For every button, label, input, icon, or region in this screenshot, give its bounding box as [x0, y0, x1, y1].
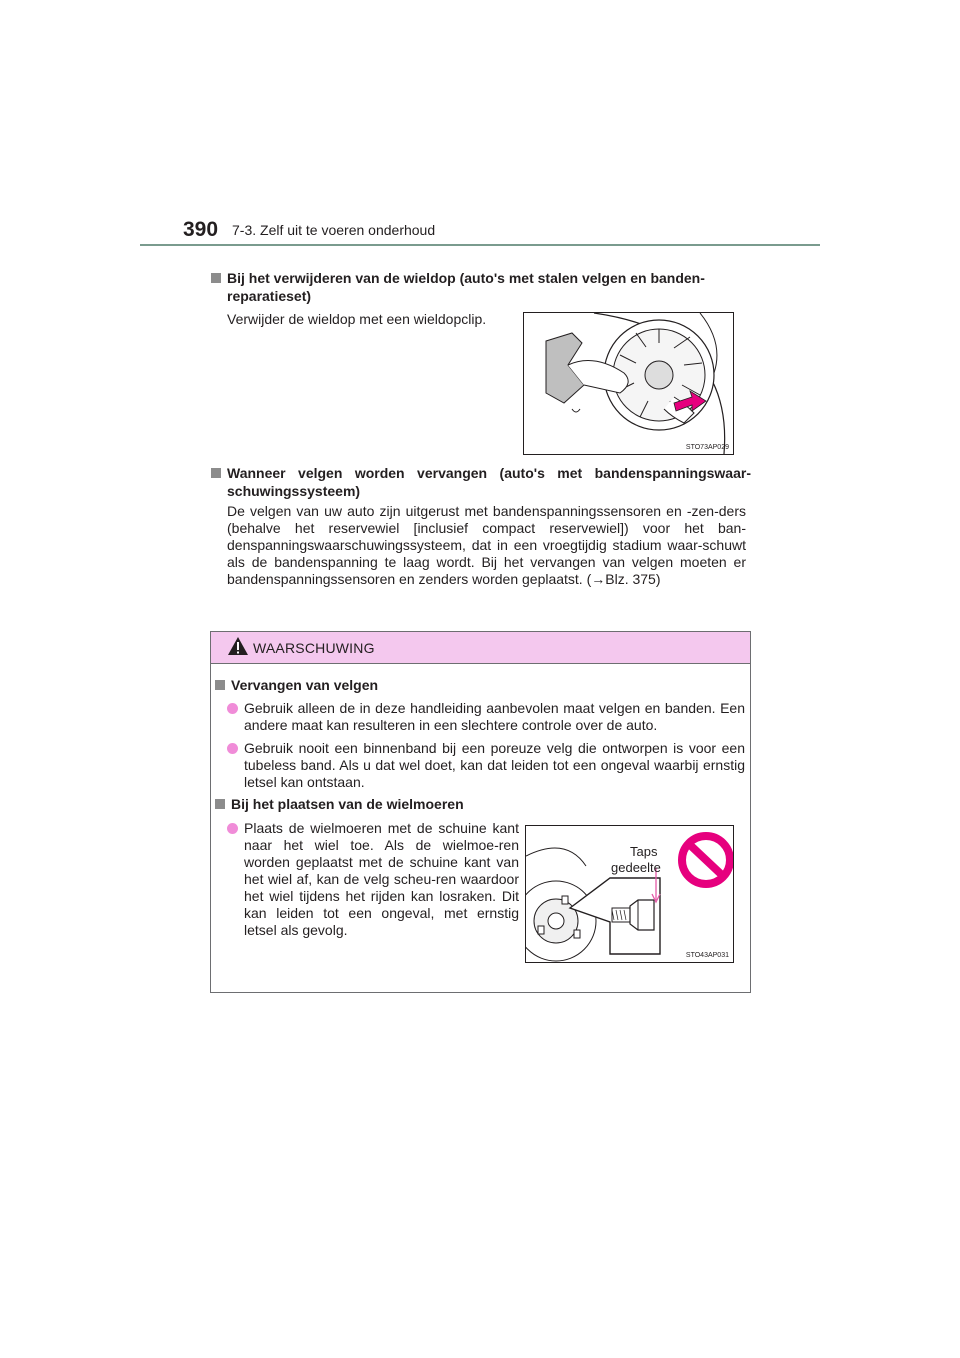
list-item-text: Gebruik nooit een binnenband bij een poreuze velg die ontworpen is voor een tubeless band. Als u dat wel doet, kan dat leiden tot een ongeval waarbij ernstig letsel kan ontstaan. [244, 740, 745, 790]
section-title: 7-3. Zelf uit te voeren onderhoud [232, 222, 436, 238]
square-bullet-icon [215, 680, 225, 690]
warning-sub2-heading [215, 795, 464, 813]
warning-sub1-heading [215, 676, 378, 694]
section2-text: De velgen van uw auto zijn uitgerust met bandenspanningssensoren en -zen-ders (behalve het reservewiel [inclusief compact reservewiel]) voor het ban-denspanningswaarschuwingssysteem, dat in een vroegtijdig stadium waar-schuwt als de bandenspanning te laag wordt. Bij het vervangen van velgen moeten er bandenspanningssensoren en zenders worden geplaatst. (→Blz. 375) [227, 503, 746, 587]
list-item [227, 740, 745, 791]
section2-heading-text: Wanneer velgen worden vervangen (auto's met bandenspanningswaar-schuwingssysteem) [227, 465, 751, 499]
page-number: 390 [183, 218, 219, 241]
hubcap-removal-drawing [524, 313, 733, 454]
warning-box [210, 631, 751, 993]
figure-label-taps: Taps [630, 844, 658, 859]
bullet-dot-icon [227, 743, 238, 754]
warning-header [211, 632, 750, 664]
section1-heading-text: Bij het verwijderen van de wieldop (auto's met stalen velgen en banden-reparatieset) [227, 270, 705, 304]
list-item [227, 820, 519, 939]
list-item-text: Plaats de wielmoeren met de schuine kant naar het wiel toe. Als de wielmoe-ren worden geplaatst met de schuine kant van het wiel af, kan de velg scheu-ren waardoor het wiel tijdens het rijden kan losraken. Dit kan leiden tot een ongeval, met ernstig letsel als gevolg. [244, 820, 519, 938]
warning-sub2-heading-text: Bij het plaatsen van de wielmoeren [231, 796, 464, 812]
figure-code: STO43AP031 [685, 952, 729, 959]
section2-heading [211, 464, 751, 500]
bullet-dot-icon [227, 823, 238, 834]
section1-text: Verwijder de wieldop met een wieldopclip. [227, 311, 487, 327]
square-bullet-icon [215, 799, 225, 809]
section1-heading [211, 269, 751, 305]
wheel-nut-illustration [525, 825, 734, 963]
warning-triangle-icon [227, 636, 249, 656]
warning-label: WAARSCHUWING [253, 640, 375, 656]
square-bullet-icon [211, 468, 221, 478]
square-bullet-icon [211, 273, 221, 283]
figure-label-gedeelte: gedeelte [611, 860, 661, 875]
header-divider [140, 244, 820, 246]
figure-code: STO73AP029 [685, 444, 729, 451]
hubcap-removal-illustration [523, 312, 734, 455]
warning-sub1-heading-text: Vervangen van velgen [231, 677, 379, 693]
list-item-text: Gebruik alleen de in deze handleiding aanbevolen maat velgen en banden. Een andere maat kan resulteren in een slechtere controle over de auto. [244, 700, 745, 733]
list-item [227, 700, 745, 734]
bullet-dot-icon [227, 703, 238, 714]
